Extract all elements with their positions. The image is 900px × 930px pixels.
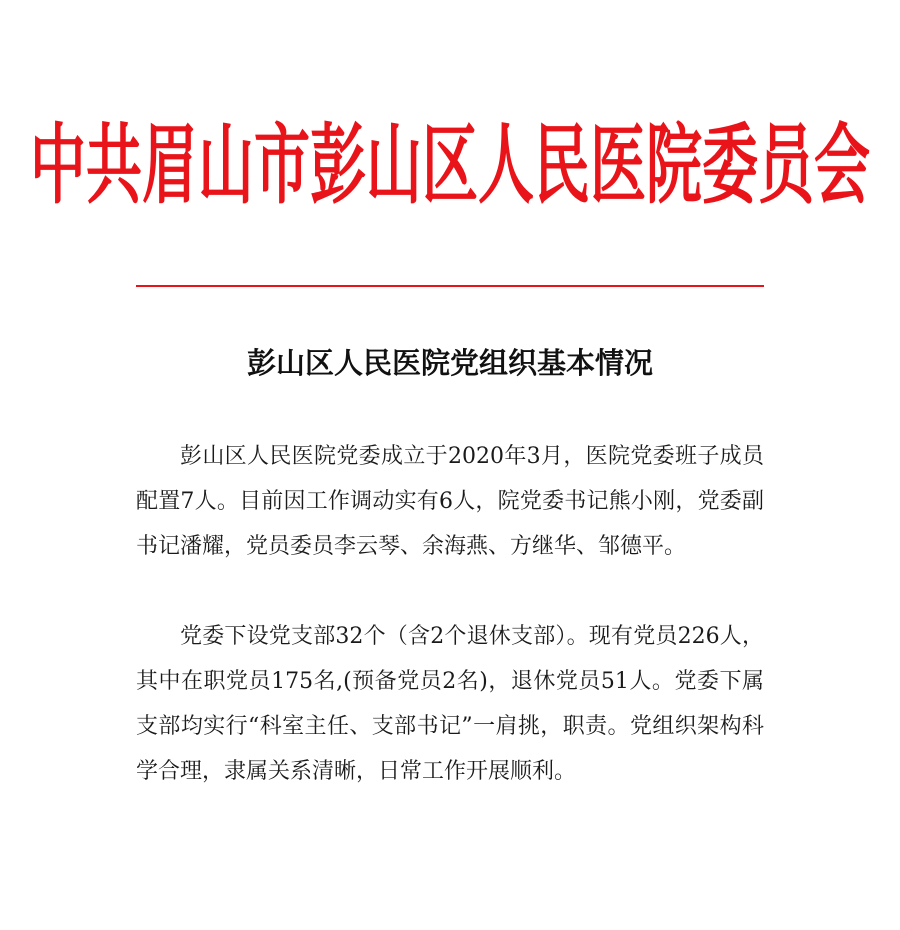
body-paragraph: 党委下设党支部32个（含2个退休支部）。现有党员226人，其中在职党员175名,(预备党员2名)，退休党员51人。党委下属支部均实行“科室主任、支部书记”一肩挑，职责。党组织架构科学合理，隶属关系清晰，日常工作开展顺利。 [136, 624, 764, 784]
document-title: 彭山区人民医院党组织基本情况 [246, 346, 653, 380]
header-divider [136, 285, 764, 287]
organization-header: 中共眉山市彭山区人民医院委员会 [30, 116, 870, 217]
body-paragraph: 彭山区人民医院党委成立于2020年3月，医院党委班子成员配置7人。目前因工作调动实有6人，院党委书记熊小刚，党委副书记潘耀，党员委员李云琴、余海燕、方继华、邹德平。 [136, 444, 764, 559]
